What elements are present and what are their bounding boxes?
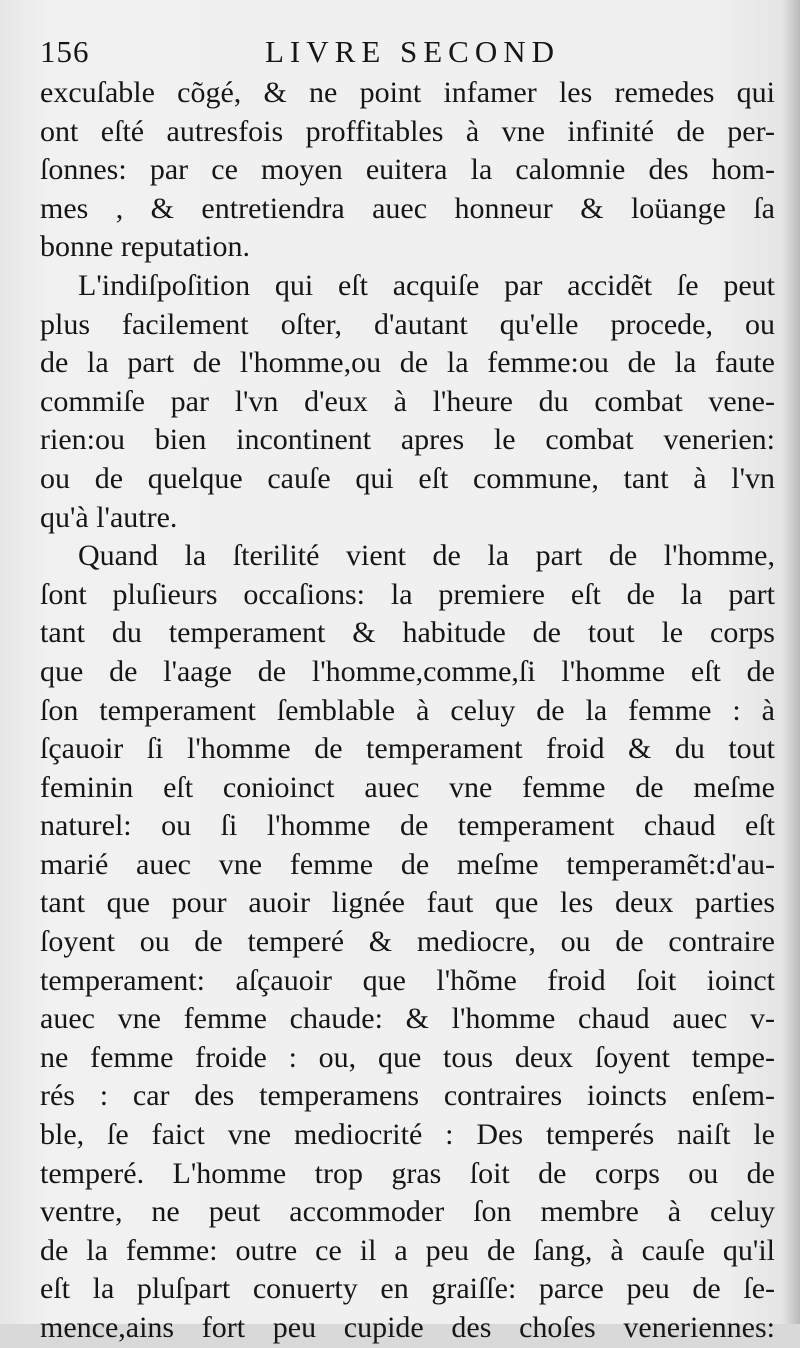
text-line: L'indiſpoſition qui eſt acquiſe par accidẽt ſe peut	[78, 268, 775, 302]
text-line: que de l'aage de l'homme,comme,ſi l'homme eſt de	[40, 654, 775, 688]
text-line: Quand la ſterilité vient de la part de l'homme,	[78, 539, 775, 573]
text-line: de la femme: outre ce il a peu de ſang, à cauſe qu'il	[40, 1233, 775, 1267]
text-line: ne femme froide : ou, que tous deux ſoyent tempe-	[40, 1040, 775, 1074]
text-line: rien:ou bien incontinent apres le combat venerien:	[40, 423, 775, 457]
text-line: temperament: aſçauoir que l'hõme froid ſoit ioinct	[40, 963, 775, 997]
text-line: qu'à l'autre.	[40, 500, 178, 534]
text-line: rés : car des temperamens contraires ioincts enſem-	[40, 1079, 775, 1113]
text-line: feminin eſt conioinct auec vne femme de meſme	[40, 770, 775, 804]
text-line: ſçauoir ſi l'homme de temperament froid & du tout	[40, 732, 775, 766]
text-line: ble, ſe faict vne mediocrité : Des temperés naiſt le	[40, 1118, 775, 1152]
text-line: ventre, ne peut accommoder ſon membre à celuy	[40, 1195, 775, 1229]
text-line: eſt la pluſpart conuerty en graiſſe: parce peu de ſe-	[40, 1272, 775, 1306]
text-line: ſon temperament ſemblable à celuy de la femme : à	[40, 693, 775, 727]
page-header	[40, 30, 780, 74]
page-edge-shadow	[782, 0, 800, 1324]
text-line: ſonnes: par ce moyen euitera la calomnie des hom-	[40, 153, 775, 187]
text-line: temperé. L'homme trop gras ſoit de corps ou de	[40, 1156, 775, 1190]
text-line: tant que pour auoir lignée faut que les deux parties	[40, 886, 775, 920]
text-line: bonne reputation.	[40, 230, 250, 264]
text-line: de la part de l'homme,ou de la femme:ou de la faute	[40, 346, 775, 380]
page-number: 156	[40, 34, 90, 69]
text-line: ont eſté autresfois proffitables à vne infinité de per-	[40, 114, 775, 148]
text-line: commiſe par l'vn d'eux à l'heure du combat vene-	[40, 384, 775, 418]
text-line: tant du temperament & habitude de tout le corps	[40, 616, 775, 650]
text-line: mes , & entretiendra auec honneur & loüange ſa	[40, 191, 775, 225]
text-line: naturel: ou ſi l'homme de temperament chaud eſt	[40, 809, 775, 843]
body-text	[40, 74, 775, 1348]
running-head: LIVRE SECOND	[265, 34, 561, 69]
text-line: ou de quelque cauſe qui eſt commune, tant à l'vn	[40, 461, 775, 495]
text-line: ſont pluſieurs occaſions: la premiere eſt de la part	[40, 577, 775, 611]
text-line: mence,ains fort peu cupide des choſes veneriennes:	[40, 1311, 775, 1344]
text-line: ſoyent ou de temperé & mediocre, ou de contraire	[40, 925, 775, 959]
text-line: marié auec vne femme de meſme temperamẽt:d'au-	[40, 847, 775, 881]
text-line: auec vne femme chaude: & l'homme chaud auec v-	[40, 1002, 775, 1036]
text-line: excuſable cõgé, & ne point infamer les remedes qui	[40, 76, 775, 109]
text-line: plus facilement oſter, d'autant qu'elle procede, ou	[40, 307, 775, 341]
